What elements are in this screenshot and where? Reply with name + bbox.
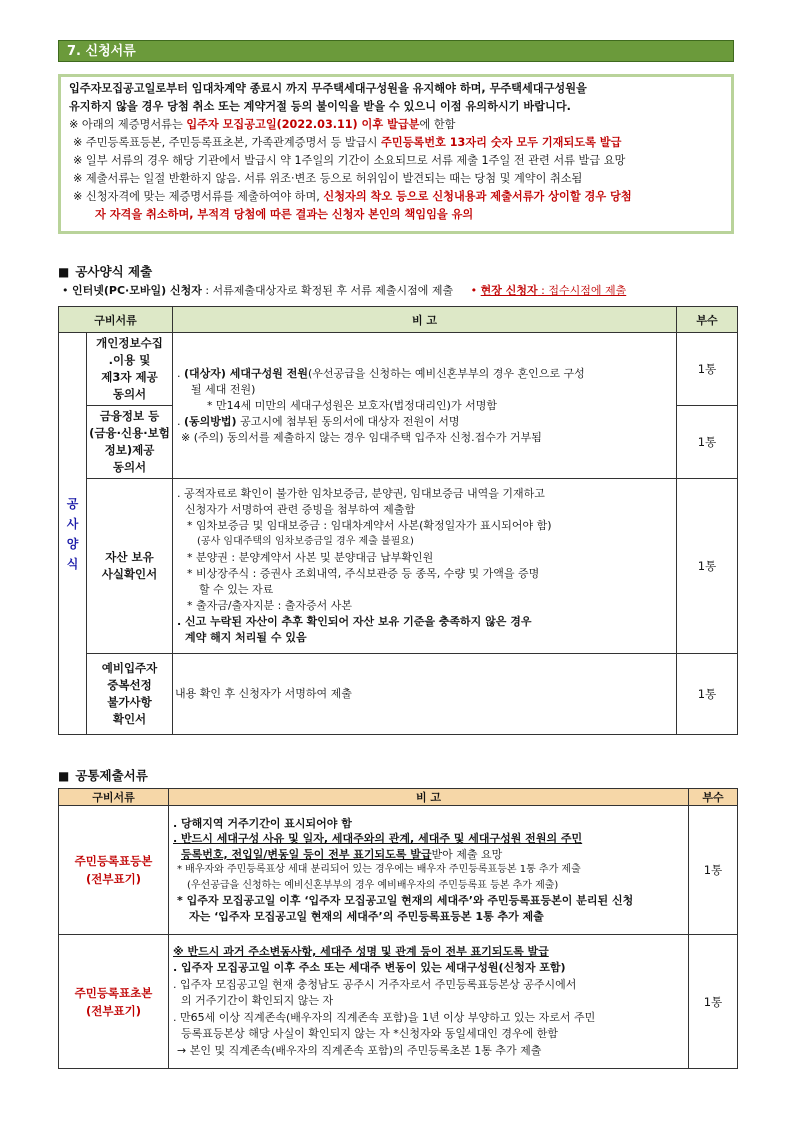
notice-line: 유지하지 않을 경우 당첨 취소 또는 계약거절 등의 불이익을 받을 수 있으니 이점 유의하시기 바랍니다. (69, 100, 571, 113)
header-copies: 부수 (689, 789, 738, 806)
copies-value: 1통 (677, 654, 738, 735)
submission-note: • 인터넷(PC·모바일) 신청자 : 서류제출대상자로 확정된 후 서류 제출시점에 제출 • 현장 신청자 : 접수시점에 제출 (62, 284, 627, 297)
section-title: 7. 신청서류 (58, 40, 734, 62)
doc-privacy-consent: 개인정보수집 .이용 및 제3자 제공 동의서 (87, 333, 173, 406)
header-docs: 구비서류 (59, 307, 173, 333)
notice-line: ※ 제출서류는 일절 반환하지 않음. 서류 위조·변조 등으로 허위임이 발견되는 때는 당첨 및 계약이 취소됨 (73, 172, 583, 185)
notice-line: 자 자격을 취소하며, 부적격 당첨에 따른 결과는 신청자 본인의 책임임을 유의 (95, 208, 474, 221)
company-forms-table (58, 306, 738, 735)
common-docs-table (58, 788, 738, 1069)
notice-line: 입주자모집공고일로부터 임대차계약 종료시 까지 무주택세대구성원을 유지해야 하며, 무주택세대구성원을 (69, 82, 587, 95)
company-form-side-label: 공 사 양 식 (59, 333, 87, 735)
copies-value: 1통 (689, 806, 738, 935)
notice-box (58, 74, 734, 234)
copies-value: 1통 (677, 333, 738, 406)
heading-company-forms: ■ 공사양식 제출 (58, 262, 152, 280)
doc-resident-abstract: 주민등록표초본 (전부표기) (59, 935, 169, 1069)
asset-notes: . 공적자료로 확인이 불가한 임차보증금, 분양권, 임대보증금 내역을 기재하고 신청자가 서명하여 관련 증빙을 첨부하여 제출함 * 임차보증금 및 임대보증금 : 임대차계약서 사본(확정일자가 표시되어야 함) (공사 임대주택의 임차보증금일 경우 제출 불필요) * 분양권 : 분양계약서 사본 및 분양대금 납부확인원 * 비상장주식 : 증권사 조회내역, 주식보관증 등 종목, 수량 및 가액을 증명 할 수 있는 자료 * 출자금/출자지분 : 출자증서 사본 . 신고 누락된 자산이 추후 확인되어 자산 보유 기준을 충족하지 않은 경우 계약 해지 처리될 수 있음 (173, 479, 677, 654)
doc-duplicate-selection: 예비입주자 중복선정 불가사항 확인서 (87, 654, 173, 735)
notice-line: ※ 신청자격에 맞는 제증명서류를 제출하여야 하며, 신청자의 착오 등으로 신청내용과 제출서류가 상이할 경우 당첨 (73, 190, 632, 203)
doc-resident-registration: 주민등록표등본 (전부표기) (59, 806, 169, 935)
heading-common-docs: ■ 공통제출서류 (58, 766, 148, 784)
header-copies: 부수 (677, 307, 738, 333)
consent-notes: . (대상자) 세대구성원 전원(우선공급을 신청하는 예비신혼부부의 경우 혼인으로 구성 될 세대 전원) * 만14세 미만의 세대구성원은 보호자(법정대리인)가 서명함 . (동의방법) 공고시에 첨부된 동의서에 대상자 전원이 서명 ※ (주의) 동의서를 제출하지 않는 경우 임대주택 입주자 신청.접수가 거부됨 (173, 333, 677, 479)
abstract-notes: ※ 반드시 과거 주소변동사항, 세대주 성명 및 관계 등이 전부 표기되도록 발급 . 입주자 모집공고일 이후 주소 또는 세대주 변동이 있는 세대구성원(신청자 포함) . 입주자 모집공고일 현재 충청남도 공주시 거주자로서 주민등록표등본상 공주시에서 의 거주기간이 확인되지 않는 자 . 만65세 이상 직계존속(배우자의 직계존속 포함)을 1년 이상 부양하고 있는 자로서 주민 등록표등본상 해당 사실이 확인되지 않는 자 *신청자와 동일세대인 경우에 한함 → 본인 및 직계존속(배우자의 직계존속 포함)의 주민등록초본 1통 추가 제출 (169, 935, 689, 1069)
copies-value: 1통 (677, 479, 738, 654)
duplicate-notes: 내용 확인 후 신청자가 서명하여 제출 (173, 654, 677, 735)
copies-value: 1통 (689, 935, 738, 1069)
doc-financial-consent: 금융정보 등 (금융·신용·보험 정보)제공 동의서 (87, 406, 173, 479)
notice-line: ※ 주민등록표등본, 주민등록표초본, 가족관계증명서 등 발급시 주민등록번호 13자리 숫자 모두 기재되도록 발급 (73, 136, 622, 149)
notice-line: ※ 아래의 제증명서류는 입주자 모집공고일(2022.03.11) 이후 발급분에 한함 (69, 118, 456, 131)
notice-line: ※ 일부 서류의 경우 해당 기관에서 발급시 약 1주일의 기간이 소요되므로 서류 제출 1주일 전 관련 서류 발급 요망 (73, 154, 626, 167)
registration-notes: . 당해지역 거주기간이 표시되어야 함 . 반드시 세대구성 사유 및 일자, 세대주와의 관계, 세대주 및 세대구성원 전원의 주민 등록번호, 전입일/변동일 등이 전부 표기되도록 발급받아 제출 요망 * 배우자와 주민등록표상 세대 분리되어 있는 경우에는 배우자 주민등록표등본 1통 추가 제출 (우선공급을 신청하는 예비신혼부부의 경우 예비배우자의 주민등록표 등본 추가 제출) * 입주자 모집공고일 이후 ‘입주자 모집공고일 현재의 세대주’와 주민등록표등본이 분리된 신청 자는 ‘입주자 모집공고일 현재의 세대주’의 주민등록표등본 1통 추가 제출 (169, 806, 689, 935)
header-notes: 비 고 (173, 307, 677, 333)
header-docs: 구비서류 (59, 789, 169, 806)
header-notes: 비 고 (169, 789, 689, 806)
doc-asset-confirmation: 자산 보유 사실확인서 (87, 479, 173, 654)
copies-value: 1통 (677, 406, 738, 479)
